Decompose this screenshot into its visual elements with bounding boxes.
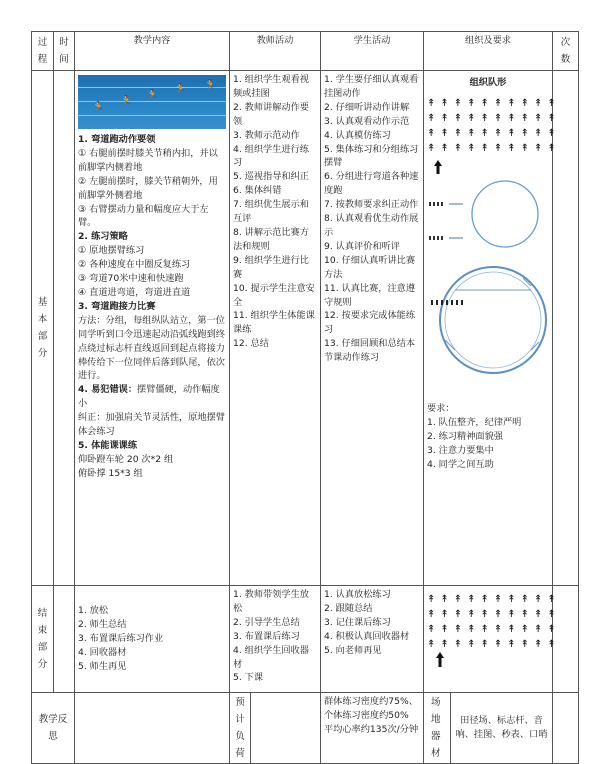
- s1-list: [78, 147, 226, 230]
- end-content: [75, 586, 230, 693]
- s5-item: 仰卧蹬车轮 20 次*2 组: [78, 453, 174, 465]
- venue-cell: [424, 693, 553, 764]
- student-item: 11. 认真比赛，注意遵守规则: [324, 282, 416, 308]
- s2-list: [78, 244, 226, 300]
- end-org: [424, 586, 561, 693]
- student-item: 8. 认真观看优生动作展示: [324, 213, 419, 238]
- end-teacher-item: 2. 引导学生总结: [233, 616, 300, 628]
- venue-label: 场地器材: [424, 693, 451, 763]
- student-item: 9. 认真评价和听评: [324, 240, 400, 252]
- load-text: 群体练习密度约75%、个体练习密度约50% 平均心率约135次/分钟: [321, 693, 424, 764]
- student-item: 3. 认真观看动作示范: [324, 115, 410, 127]
- requirements: [427, 402, 549, 472]
- basic-time: [54, 71, 75, 586]
- s2-item: ① 原地摆臂练习: [78, 245, 145, 257]
- s1-title: 1. 弯道跑动作要领: [78, 134, 156, 145]
- s4-line: [78, 383, 226, 411]
- student-formation: ↟↟↟↟↟↟↟↟↟↟ ↟↟↟↟↟↟↟↟↟↟ ↟↟↟↟↟↟↟↟↟↟ ↟↟↟↟↟↟↟↟↟↟: [427, 97, 561, 154]
- header-row: [32, 32, 579, 71]
- s1-item: ② 左腿前摆时，膝关节稍朝外，用前脚掌外侧着地: [78, 175, 218, 201]
- student-item: 1. 学生要仔细认真观看挂图动作: [324, 74, 419, 99]
- basic-label: 基本部分: [32, 71, 54, 586]
- end-student-item: 5. 向老师再见: [324, 644, 382, 656]
- req-item: 2. 练习精神面貌强: [427, 430, 503, 442]
- teacher-icon: [431, 652, 451, 668]
- end-student-item: 1. 认真放松练习: [324, 589, 391, 600]
- teacher-item: 6. 集体纠错: [233, 185, 282, 197]
- venue-text: 田径场、标志杆、音响、挂图、秒表、口哨: [455, 715, 548, 740]
- header-teacher: 教师活动: [230, 32, 321, 71]
- end-item: 5. 师生再见: [78, 660, 127, 672]
- end-teacher-item: 5. 下课: [233, 672, 264, 684]
- student-item: 10. 仔细认真听讲比赛方法: [324, 254, 416, 280]
- header-student: 学生活动: [321, 32, 424, 71]
- s3-title: 3. 弯道跑接力比赛: [78, 300, 156, 312]
- reflection-body: [75, 693, 230, 764]
- end-student: [321, 586, 424, 693]
- end-section-row: [32, 586, 579, 693]
- s2-item: ④ 直道进弯道，弯道进直道: [78, 286, 191, 298]
- student-item: 6. 分组进行弯道各种速度跑: [324, 171, 419, 197]
- student-item: 7. 按教师要求纠正动作: [324, 199, 419, 211]
- req-item: 4. 同学之间互助: [427, 458, 494, 470]
- end-teacher-item: 3. 布置课后练习: [233, 630, 300, 642]
- header-content: 教学内容: [75, 32, 230, 71]
- relay-group-top: [429, 181, 538, 247]
- end-student-item: 2. 跟随总结: [324, 602, 373, 614]
- student-item: 4. 认真模仿练习: [324, 129, 391, 141]
- teacher-item: 9. 组织学生进行比赛: [233, 254, 309, 280]
- s4-text: 摆臂僵硬，动作幅度小: [78, 384, 220, 410]
- track-diagram: [427, 160, 549, 380]
- teacher-item: 11. 组织学生体能课课练: [233, 310, 315, 336]
- s5-title: 5. 体能课课练: [78, 439, 138, 451]
- end-teacher-item: 1. 教师带领学生放松: [233, 589, 309, 614]
- sprint-photo: 🏃 🏃 🏃 🏃 🏃: [78, 75, 226, 129]
- s4-fix: 纠正：加强肩关节灵活性，原地摆臂体会练习: [78, 412, 225, 438]
- end-teacher: [230, 586, 321, 693]
- student-item: 12. 按要求完成体能练习: [324, 310, 416, 336]
- s2-title: 2. 练习策略: [78, 231, 128, 243]
- teacher-item: 2. 教师讲解动作要领: [233, 101, 309, 127]
- s5-item: 俯卧撑 15*3 组: [78, 467, 143, 479]
- footer-row: [32, 693, 579, 764]
- basic-teacher: [230, 71, 321, 586]
- relay-group-bottom: [431, 267, 546, 373]
- student-item: 2. 仔细听讲动作讲解: [324, 101, 410, 113]
- load-cell: [230, 693, 321, 764]
- req-item: 3. 注意力要集中: [427, 444, 494, 456]
- student-item: 13. 仔细回顾和总结本节课动作练习: [324, 338, 416, 364]
- lesson-plan-table: [31, 31, 579, 764]
- s4-title: 4. 易犯错误：: [78, 384, 138, 396]
- teacher-item: 3. 教师示范动作: [233, 129, 300, 141]
- end-student-item: 3. 记住课后练习: [324, 616, 391, 628]
- end-item: 4. 回收器材: [78, 646, 127, 658]
- basic-content: [75, 71, 230, 586]
- footer-count: [553, 693, 579, 764]
- end-label: 结束部分: [32, 586, 54, 693]
- basic-org: [424, 71, 561, 586]
- formation-title: 组织队形: [469, 77, 507, 88]
- basic-section-row: [32, 71, 579, 586]
- load-label: 预计负荷: [230, 693, 251, 763]
- end-item: 2. 师生总结: [78, 619, 127, 631]
- header-org: 组织及要求: [424, 32, 553, 71]
- teacher-item: 4. 组织学生进行练习: [233, 143, 309, 169]
- end-student-item: 4. 积极认真回收器材: [324, 630, 410, 642]
- teacher-icon: [434, 160, 442, 174]
- teacher-item: 7. 组织优生展示和互评: [233, 199, 309, 225]
- s3-text: 方法：分组，每组纵队站立，第一位同学听到口令迅速起动沿弧线跑到终点绕过标志杆直线返回到起点将接力棒传给下一位同伴后落到队尾，依次进行。: [78, 314, 225, 382]
- req-item: 1. 队伍整齐，纪律严明: [427, 416, 522, 428]
- req-label: 要求：: [427, 402, 455, 414]
- teacher-item: 8. 讲解示范比赛方法和规则: [233, 226, 309, 252]
- end-item: 3. 布置课后练习作业: [78, 633, 164, 645]
- end-time: [54, 586, 75, 693]
- end-teacher-item: 4. 组织学生回收器材: [233, 644, 309, 670]
- reflection-label: 教学反思: [32, 693, 75, 764]
- header-process: 过程: [32, 32, 54, 71]
- teacher-item: 12. 总结: [233, 338, 269, 350]
- header-count: 次数: [553, 32, 579, 71]
- teacher-item: 5. 巡视指导和纠正: [233, 171, 309, 183]
- teacher-item: 10. 提示学生注意安全: [233, 282, 315, 308]
- s1-item: ③ 右臂摆动力量和幅度应大于左臂。: [78, 203, 209, 229]
- s2-item: ③ 弯道70米中速和快速跑: [78, 273, 184, 285]
- header-time: 时间: [54, 32, 75, 71]
- end-item: 1. 放松: [78, 605, 109, 617]
- s2-item: ② 各种速度在中圈反复练习: [78, 259, 191, 271]
- teacher-item: 1. 组织学生观看视频或挂图: [233, 74, 309, 99]
- s1-item: ① 右腿前摆时膝关节稍内扣，并以前脚掌内侧着地: [78, 147, 218, 173]
- student-item: 5. 集体练习和分组练习摆臂: [324, 143, 419, 169]
- end-formation: ↟↟↟↟↟↟↟↟↟↟ ↟↟↟↟↟↟↟↟↟↟ ↟↟↟↟↟↟↟↟↟↟ ↟↟↟↟↟↟↟↟↟↟: [427, 594, 561, 650]
- basic-student: [321, 71, 424, 586]
